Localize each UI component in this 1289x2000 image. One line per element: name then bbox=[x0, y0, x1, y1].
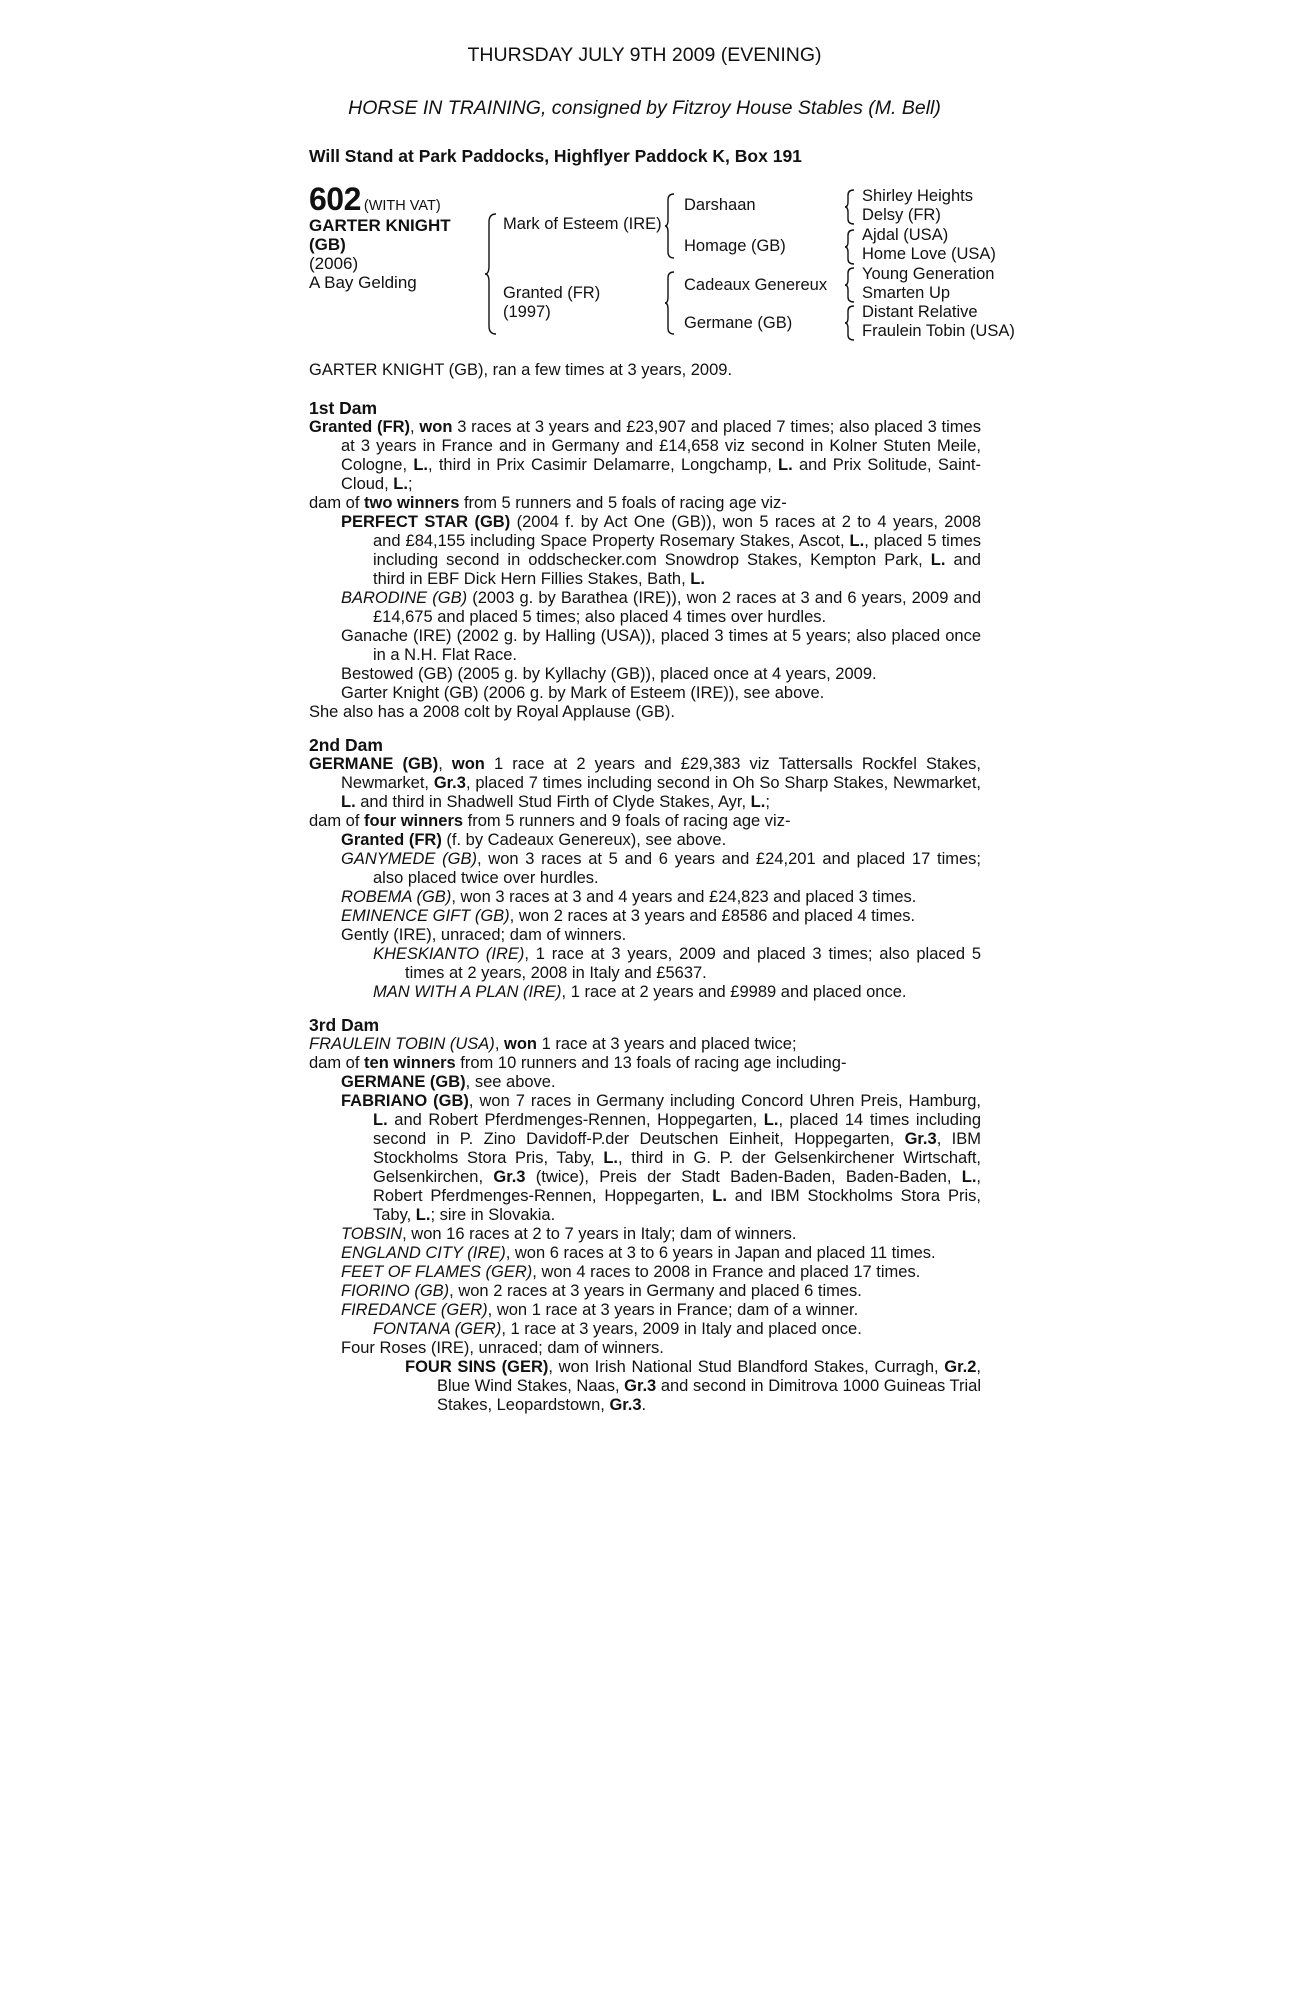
second-dam-foal-5: Gently (IRE), unraced; dam of winners. bbox=[341, 926, 627, 944]
second-dam-heading: 2nd Dam bbox=[309, 735, 383, 755]
second-dam-granddaughter-2: MAN WITH A PLAN (IRE), 1 race at 2 years and £9989 and placed once. bbox=[373, 983, 907, 1001]
pedigree-dam-dam: Germane (GB) bbox=[684, 314, 793, 332]
first-dam-foal-4: Bestowed (GB) (2005 g. by Kyllachy (GB)), placed once at 4 years, 2009. bbox=[341, 665, 877, 683]
pedigree-brace-g3 bbox=[844, 266, 856, 304]
foaling-year: (2006) bbox=[309, 254, 359, 273]
third-dam-foal-1: GERMANE (GB), see above. bbox=[341, 1073, 556, 1091]
first-dam-produce: dam of two winners from 5 runners and 5 foals of racing age viz- bbox=[309, 494, 787, 512]
second-dam-foal-4: EMINENCE GIFT (GB), won 2 races at 3 years and £8586 and placed 4 times. bbox=[341, 907, 916, 925]
third-dam-foal-3: TOBSIN, won 16 races at 2 to 7 years in Italy; dam of winners. bbox=[341, 1225, 797, 1243]
pedigree-brace-g2 bbox=[844, 228, 856, 266]
first-dam-record: Granted (FR), won 3 races at 3 years and £23,907 and placed 7 times; also placed 3 times at 3 years in France and in Germany and £14,658 viz second in Kolner Stuten Meile, Cologne, L., third in Prix Casimir Delamarre, Longchamp, L. and Prix Solitude, Saint-Cloud, L.; bbox=[309, 418, 981, 493]
pedigree-sire-sire: Darshaan bbox=[684, 196, 756, 214]
second-dam-foal-1: Granted (FR) (f. by Cadeaux Genereux), see above. bbox=[341, 831, 727, 849]
lot-number: 602 bbox=[309, 181, 361, 217]
pedigree-brace-g1 bbox=[844, 188, 856, 226]
third-dam-granddaughter-1: FONTANA (GER), 1 race at 3 years, 2009 in Italy and placed once. bbox=[373, 1320, 862, 1338]
horse-summary: GARTER KNIGHT (GB), ran a few times at 3 years, 2009. bbox=[309, 361, 733, 379]
first-dam-foal-5: Garter Knight (GB) (2006 g. by Mark of Esteem (IRE)), see above. bbox=[341, 684, 825, 702]
lot-info bbox=[309, 181, 484, 292]
first-dam-foal-1: PERFECT STAR (GB) (2004 f. by Act One (GB)), won 5 races at 2 to 4 years, 2008 and £84,155 including Space Property Rosemary Stakes, Ascot, L., placed 5 times including second in oddschecker.com Snowdrop Stakes, Kempton Park, L. and third in EBF Dick Hern Fillies Stakes, Bath, L. bbox=[341, 513, 982, 588]
dam-section bbox=[309, 385, 981, 1415]
pedigree-g6: Smarten Up bbox=[862, 284, 951, 302]
sale-date: THURSDAY JULY 9TH 2009 (EVENING) bbox=[467, 44, 822, 66]
pedigree-g8: Fraulein Tobin (USA) bbox=[862, 322, 1015, 340]
horse-country: (GB) bbox=[309, 235, 346, 254]
first-dam-note: She also has a 2008 colt by Royal Applause (GB). bbox=[309, 703, 675, 721]
third-dam-foal-7: FIREDANCE (GER), won 1 race at 3 years in France; dam of a winner. bbox=[341, 1301, 859, 1319]
third-dam-foal-4: ENGLAND CITY (IRE), won 6 races at 3 to 6 years in Japan and placed 11 times. bbox=[341, 1244, 936, 1262]
third-dam-produce: dam of ten winners from 10 runners and 13 foals of racing age including- bbox=[309, 1054, 847, 1072]
third-dam-granddaughter-2: FOUR SINS (GER), won Irish National Stud Blandford Stakes, Curragh, Gr.2, Blue Wind Stakes, Naas, Gr.3 and second in Dimitrova 1000 Guineas Trial Stakes, Leopardstown, Gr.3. bbox=[405, 1358, 981, 1414]
pedigree-dam-year: (1997) bbox=[503, 303, 551, 321]
third-dam-foal-5: FEET OF FLAMES (GER), won 4 races to 2008 in France and placed 17 times. bbox=[341, 1263, 921, 1281]
pedigree-brace-dam bbox=[664, 270, 676, 336]
pedigree-g3: Ajdal (USA) bbox=[862, 226, 949, 244]
pedigree-brace-main bbox=[484, 212, 498, 336]
second-dam-record: GERMANE (GB), won 1 race at 2 years and £29,383 viz Tattersalls Rockfel Stakes, Newmarket, Gr.3, placed 7 times including second in Oh So Sharp Stakes, Newmarket, L. and third in Shadwell Stud Firth of Clyde Stakes, Ayr, L.; bbox=[309, 755, 981, 811]
first-dam-heading: 1st Dam bbox=[309, 398, 378, 418]
pedigree-g4: Home Love (USA) bbox=[862, 245, 996, 263]
third-dam-foal-8: Four Roses (IRE), unraced; dam of winners. bbox=[341, 1339, 664, 1357]
pedigree-g7: Distant Relative bbox=[862, 303, 978, 321]
pedigree-sire-dam: Homage (GB) bbox=[684, 237, 786, 255]
horse-description: A Bay Gelding bbox=[309, 273, 417, 292]
third-dam-foal-6: FIORINO (GB), won 2 races at 3 years in Germany and placed 6 times. bbox=[341, 1282, 862, 1300]
horse-name: GARTER KNIGHT bbox=[309, 216, 451, 235]
third-dam-foal-2: FABRIANO (GB), won 7 races in Germany including Concord Uhren Preis, Hamburg, L. and Robert Pferdmenges-Rennen, Hoppegarten, L., placed 14 times including second in P. Zino Davidoff-P.der Deutschen Einheit, Hoppegarten, Gr.3, IBM Stockholms Stora Pris, Taby, L., third in G. P. der Gelsenkirchener Wirtschaft, Gelsenkirchen, Gr.3 (twice), Preis der Stadt Baden-Baden, Baden-Baden, L., Robert Pferdmenges-Rennen, Hoppegarten, L. and IBM Stockholms Stora Pris, Taby, L.; sire in Slovakia. bbox=[341, 1092, 981, 1224]
stand-location: Will Stand at Park Paddocks, Highflyer Paddock K, Box 191 bbox=[309, 146, 802, 166]
pedigree-dam: Granted (FR) bbox=[503, 284, 601, 302]
vat-note: (WITH VAT) bbox=[363, 198, 441, 214]
pedigree-sire: Mark of Esteem (IRE) bbox=[503, 215, 662, 233]
first-dam-foal-3: Ganache (IRE) (2002 g. by Halling (USA)), placed 3 times at 5 years; also placed once in a N.H. Flat Race. bbox=[341, 627, 981, 664]
pedigree-brace-g4 bbox=[844, 304, 856, 342]
consignment-line: HORSE IN TRAINING, consigned by Fitzroy House Stables (M. Bell) bbox=[348, 97, 941, 119]
second-dam-granddaughter-1: KHESKIANTO (IRE), 1 race at 3 years, 2009 and placed 3 times; also placed 5 times at 2 years, 2008 in Italy and £5637. bbox=[373, 945, 981, 982]
pedigree-brace-sire bbox=[664, 192, 676, 260]
pedigree-g5: Young Generation bbox=[862, 265, 995, 283]
second-dam-foal-3: ROBEMA (GB), won 3 races at 3 and 4 years and £24,823 and placed 3 times. bbox=[341, 888, 917, 906]
second-dam-foal-2: GANYMEDE (GB), won 3 races at 5 and 6 years and £24,201 and placed 17 times; also placed twice over hurdles. bbox=[341, 850, 981, 887]
second-dam-produce: dam of four winners from 5 runners and 9 foals of racing age viz- bbox=[309, 812, 791, 830]
third-dam-heading: 3rd Dam bbox=[309, 1015, 380, 1035]
first-dam-foal-2: BARODINE (GB) (2003 g. by Barathea (IRE)), won 2 races at 3 and 6 years, 2009 and £14,675 and placed 5 times; also placed 4 times over hurdles. bbox=[341, 589, 981, 626]
pedigree-g1: Shirley Heights bbox=[862, 187, 973, 205]
pedigree-g2: Delsy (FR) bbox=[862, 206, 941, 224]
third-dam-record: FRAULEIN TOBIN (USA), won 1 race at 3 years and placed twice; bbox=[309, 1035, 797, 1053]
pedigree-dam-sire: Cadeaux Genereux bbox=[684, 276, 828, 294]
